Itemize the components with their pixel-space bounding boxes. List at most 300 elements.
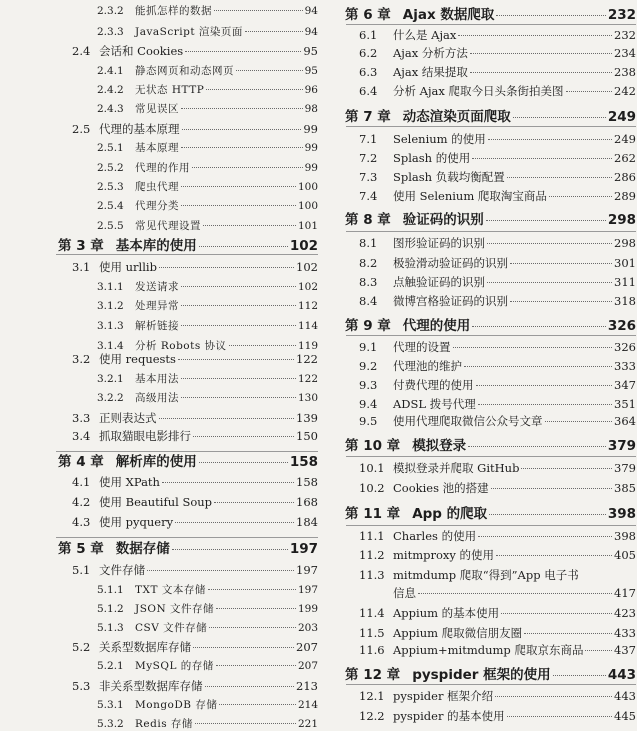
chapter-rule <box>346 525 636 526</box>
page-number: 94 <box>304 5 318 17</box>
dot-leader <box>214 10 303 11</box>
page-number: 98 <box>304 103 318 115</box>
toc-entry <box>359 547 636 563</box>
page-number: 423 <box>614 606 636 620</box>
chapter-entry <box>345 208 636 228</box>
entry-title: 无状态 HTTP <box>135 84 205 96</box>
entry-title: 发送请求 <box>135 281 179 293</box>
toc-entry <box>359 625 636 641</box>
page-number: 158 <box>296 475 318 489</box>
entry-title: 代理池的维护 <box>393 359 462 373</box>
entry-title: 能抓怎样的数据 <box>135 5 212 17</box>
dot-leader <box>178 359 294 360</box>
dot-leader <box>453 347 613 348</box>
toc-entry <box>97 82 318 97</box>
dot-leader <box>236 70 303 71</box>
dot-leader <box>566 91 613 92</box>
dot-leader <box>181 147 303 148</box>
page-number: 364 <box>614 414 636 428</box>
dot-leader <box>208 589 296 590</box>
page-number: 158 <box>289 454 318 470</box>
entry-number: 4.1 <box>72 475 91 489</box>
chapter-entry <box>345 434 636 454</box>
page-number: 102 <box>296 260 318 274</box>
toc-entry <box>359 358 636 374</box>
entry-title: 常见代理设置 <box>135 220 201 232</box>
entry-number: 11.5 <box>359 626 385 640</box>
dot-leader <box>193 647 294 648</box>
toc-entry <box>97 601 318 616</box>
entry-title: 解析库的使用 <box>115 454 197 470</box>
chapter-entry <box>58 537 318 557</box>
dot-leader <box>507 716 612 717</box>
entry-number: 11.4 <box>359 606 385 620</box>
entry-title: 图形验证码的识别 <box>393 236 485 250</box>
entry-number: 9.2 <box>359 359 378 373</box>
dot-leader <box>478 404 612 405</box>
entry-title: 处理异常 <box>135 300 179 312</box>
entry-number: 3.4 <box>72 429 91 443</box>
entry-number: 9.5 <box>359 414 378 428</box>
dot-leader <box>487 282 612 283</box>
page-number: 298 <box>614 236 636 250</box>
dot-leader <box>491 488 612 489</box>
dot-leader <box>181 205 296 206</box>
page-number: 150 <box>296 429 318 443</box>
page-number: 405 <box>614 548 636 562</box>
dot-leader <box>468 446 606 447</box>
page-number: 130 <box>297 392 318 404</box>
chapter-entry <box>345 3 636 23</box>
entry-number: 5.2 <box>72 640 91 654</box>
chapter-rule <box>346 231 636 232</box>
entry-title: 正则表达式 <box>99 411 157 425</box>
page-number: 99 <box>303 122 318 136</box>
page-number: 242 <box>614 84 636 98</box>
entry-number: 2.4.3 <box>97 103 124 115</box>
entry-number: 4.3 <box>72 515 91 529</box>
entry-title: 解析链接 <box>135 320 179 332</box>
entry-number: 2.4.2 <box>97 84 124 96</box>
entry-title: 使用 urllib <box>99 260 157 274</box>
entry-title: JSON 文件存储 <box>135 603 215 615</box>
entry-number: 第 6 章 <box>345 7 391 23</box>
dot-leader <box>545 421 613 422</box>
entry-title: CSV 文件存储 <box>135 622 208 634</box>
entry-number: 5.1.2 <box>97 603 124 615</box>
dot-leader <box>209 627 296 628</box>
page-number: 437 <box>614 643 636 657</box>
entry-title: 代理分类 <box>135 200 179 212</box>
page-number: 385 <box>614 481 636 495</box>
toc-entry <box>97 279 318 294</box>
entry-number: 5.1.1 <box>97 584 124 596</box>
dot-leader <box>501 613 612 614</box>
toc-entry <box>359 605 636 621</box>
page-number: 100 <box>297 200 318 212</box>
entry-number: 第 7 章 <box>345 109 391 125</box>
entry-number: 10.1 <box>359 461 385 475</box>
entry-number: 6.2 <box>359 46 378 60</box>
entry-title: 微博宫格验证码的识别 <box>393 294 508 308</box>
entry-number: 6.1 <box>359 28 378 42</box>
page-number: 289 <box>614 189 636 203</box>
entry-number: 3.2.2 <box>97 392 124 404</box>
toc-entry <box>72 410 318 426</box>
toc-entry <box>97 140 318 155</box>
page-number: 102 <box>297 281 318 293</box>
entry-number: 第 4 章 <box>58 454 104 470</box>
dot-leader <box>470 53 612 54</box>
toc-entry <box>359 83 636 99</box>
entry-number: 11.1 <box>359 529 385 543</box>
entry-number: 3.1.4 <box>97 340 124 352</box>
toc-entry <box>359 642 636 658</box>
entry-title: mitmproxy 的使用 <box>393 548 495 562</box>
page-number: 333 <box>614 359 636 373</box>
toc-entry <box>97 716 318 731</box>
page-number: 99 <box>304 142 318 154</box>
entry-number: 5.2.1 <box>97 660 124 672</box>
dot-leader <box>488 139 612 140</box>
dot-leader <box>458 35 612 36</box>
toc-entry <box>72 639 318 655</box>
entry-number: 2.3.3 <box>97 26 124 38</box>
toc-entry <box>97 371 318 386</box>
dot-leader <box>496 555 612 556</box>
dot-leader <box>172 549 288 550</box>
dot-leader <box>147 570 294 571</box>
toc-entry <box>97 218 318 233</box>
entry-title: pyspider 框架的使用 <box>412 667 551 683</box>
dot-leader <box>496 15 605 16</box>
entry-number: 7.3 <box>359 170 378 184</box>
entry-title: 使用 Beautiful Soup <box>99 495 213 509</box>
entry-title: Cookies 池的搭建 <box>393 481 489 495</box>
entry-title: MongoDB 存储 <box>135 699 218 711</box>
dot-leader <box>476 385 613 386</box>
page-number: 139 <box>296 411 318 425</box>
toc-entry <box>97 582 318 597</box>
entry-number: 12.2 <box>359 709 385 723</box>
dot-leader <box>181 186 296 187</box>
page-number: 311 <box>614 275 636 289</box>
entry-number: 8.1 <box>359 236 378 250</box>
entry-number: 5.1 <box>72 563 91 577</box>
page-number: 379 <box>614 461 636 475</box>
toc-entry <box>359 150 636 166</box>
dot-leader <box>513 117 606 118</box>
dot-leader <box>205 686 295 687</box>
entry-title: Ajax 数据爬取 <box>402 7 495 23</box>
entry-title: pyspider 框架介绍 <box>393 689 494 703</box>
entry-number: 第 11 章 <box>345 506 401 522</box>
toc-entry <box>72 562 318 578</box>
dot-leader <box>206 89 302 90</box>
toc-entry <box>97 298 318 313</box>
entry-title: 基本原理 <box>135 142 179 154</box>
entry-title: 分析 Ajax 爬取今日头条街拍美图 <box>393 84 564 98</box>
toc-entry <box>359 169 636 185</box>
page-number: 221 <box>297 718 318 730</box>
dot-leader <box>181 286 296 287</box>
entry-number: 3.1.3 <box>97 320 124 332</box>
entry-number: 2.4.1 <box>97 65 124 77</box>
entry-title: App 的爬取 <box>412 506 488 522</box>
toc-entry <box>97 179 318 194</box>
page-number: 197 <box>289 541 318 557</box>
dot-leader <box>159 418 295 419</box>
page-number: 417 <box>614 586 636 600</box>
toc-entry <box>359 188 636 204</box>
toc-entry <box>97 620 318 635</box>
dot-leader <box>214 502 294 503</box>
entry-number: 第 9 章 <box>345 318 391 334</box>
entry-number: 12.1 <box>359 689 385 703</box>
page-number: 232 <box>614 28 636 42</box>
page-number: 249 <box>614 132 636 146</box>
entry-title: 常见误区 <box>135 103 179 115</box>
entry-title: Appium 爬取微信朋友圈 <box>393 626 523 640</box>
chapter-rule <box>56 254 318 255</box>
entry-number: 3.1.1 <box>97 281 124 293</box>
entry-title: 代理的使用 <box>402 318 471 334</box>
toc-entry <box>359 27 636 43</box>
toc-entry <box>97 318 318 333</box>
page-number: 262 <box>614 151 636 165</box>
chapter-entry <box>58 450 318 470</box>
entry-number: 11.6 <box>359 643 385 657</box>
entry-title: 动态渲染页面爬取 <box>402 109 511 125</box>
page-number: 234 <box>614 46 636 60</box>
entry-title: 使用 pyquery <box>99 515 174 529</box>
entry-number: 第 3 章 <box>58 238 104 254</box>
toc-entry <box>359 339 636 355</box>
toc-entry <box>359 131 636 147</box>
page-number: 238 <box>614 65 636 79</box>
dot-leader <box>181 378 296 379</box>
toc-entry <box>393 585 636 601</box>
dot-leader <box>181 325 296 326</box>
entry-number: 5.3 <box>72 679 91 693</box>
page-number: 326 <box>614 340 636 354</box>
page-number: 286 <box>614 170 636 184</box>
dot-leader <box>159 267 294 268</box>
dot-leader <box>216 665 296 666</box>
dot-leader <box>181 108 303 109</box>
entry-title: 付费代理的使用 <box>393 378 474 392</box>
toc-entry <box>359 708 636 724</box>
page-number: 122 <box>297 373 318 385</box>
toc-entry <box>359 235 636 251</box>
entry-title: Appium 的基本使用 <box>393 606 500 620</box>
page-number: 197 <box>296 563 318 577</box>
entry-title: 会话和 Cookies <box>99 44 184 58</box>
entry-number: 6.3 <box>359 65 378 79</box>
dot-leader <box>553 675 606 676</box>
entry-title: 极验滑动验证码的识别 <box>393 256 508 270</box>
entry-title: 点触验证码的识别 <box>393 275 485 289</box>
page-number: 102 <box>289 238 318 254</box>
dot-leader <box>549 196 612 197</box>
page-number: 318 <box>614 294 636 308</box>
page-number: 214 <box>297 699 318 711</box>
page-number: 95 <box>303 44 318 58</box>
entry-title: 模拟登录并爬取 GitHub <box>393 461 520 475</box>
page-number: 232 <box>607 7 636 23</box>
dot-leader <box>245 31 303 32</box>
entry-number: 第 5 章 <box>58 541 104 557</box>
dot-leader <box>507 177 612 178</box>
page-number: 95 <box>304 65 318 77</box>
dot-leader <box>470 72 612 73</box>
entry-title: 数据存储 <box>115 541 170 557</box>
entry-number: 10.2 <box>359 481 385 495</box>
page-number: 99 <box>304 162 318 174</box>
dot-leader <box>181 305 296 306</box>
dot-leader <box>162 482 294 483</box>
entry-title: 信息 <box>393 586 416 600</box>
entry-number: 第 12 章 <box>345 667 401 683</box>
entry-title: 使用 requests <box>99 352 176 366</box>
entry-number: 3.1.2 <box>97 300 124 312</box>
entry-number: 7.2 <box>359 151 378 165</box>
entry-number: 2.3.2 <box>97 5 124 17</box>
toc-entry <box>97 658 318 673</box>
toc-entry <box>97 198 318 213</box>
entry-number: 9.4 <box>359 397 378 411</box>
entry-title: 验证码的识别 <box>402 212 484 228</box>
page-number: 94 <box>304 26 318 38</box>
entry-number: 5.3.2 <box>97 718 124 730</box>
page-number: 445 <box>614 709 636 723</box>
dot-leader <box>418 593 612 594</box>
page-number: 100 <box>297 181 318 193</box>
page-number: 351 <box>614 397 636 411</box>
page-number: 122 <box>296 352 318 366</box>
entry-number: 9.3 <box>359 378 378 392</box>
dot-leader <box>524 633 612 634</box>
page-number: 213 <box>296 679 318 693</box>
page-number: 203 <box>297 622 318 634</box>
toc-entry <box>72 121 318 137</box>
dot-leader <box>216 608 296 609</box>
toc-entry <box>72 351 318 367</box>
chapter-entry <box>345 314 636 334</box>
entry-title: JavaScript 渲染页面 <box>135 26 243 38</box>
page-number: 398 <box>614 529 636 543</box>
dot-leader <box>510 263 612 264</box>
toc-entry <box>97 101 318 116</box>
toc-entry <box>359 45 636 61</box>
entry-number: 3.2 <box>72 352 91 366</box>
dot-leader <box>199 246 288 247</box>
page-number: 199 <box>297 603 318 615</box>
toc-entry <box>72 494 318 510</box>
entry-number: 2.5.5 <box>97 220 124 232</box>
dot-leader <box>478 536 612 537</box>
page-number: 398 <box>607 506 636 522</box>
toc-entry <box>97 160 318 175</box>
entry-title: 代理的设置 <box>393 340 451 354</box>
toc-entry <box>359 688 636 704</box>
entry-title: 什么是 Ajax <box>393 28 457 42</box>
entry-title: 爬虫代理 <box>135 181 179 193</box>
chapter-rule <box>346 684 636 685</box>
entry-number: 3.3 <box>72 411 91 425</box>
dot-leader <box>486 220 606 221</box>
entry-number: 2.4 <box>72 44 91 58</box>
chapter-rule <box>346 456 636 457</box>
entry-number: 11.3 <box>359 568 385 582</box>
entry-number: 2.5.3 <box>97 181 124 193</box>
dot-leader <box>229 345 296 346</box>
dot-leader <box>192 167 303 168</box>
page-number: 207 <box>296 640 318 654</box>
entry-title: 模拟登录 <box>412 438 467 454</box>
toc-entry <box>97 24 318 39</box>
toc-entry <box>359 396 636 412</box>
page-number: 347 <box>614 378 636 392</box>
entry-title: 抓取猫眼电影排行 <box>99 429 191 443</box>
toc-entry <box>359 64 636 80</box>
toc-entry <box>359 567 636 583</box>
entry-title: 代理的基本原理 <box>99 122 180 136</box>
page-number: 114 <box>297 320 318 332</box>
dot-leader <box>195 723 296 724</box>
page-number: 326 <box>607 318 636 334</box>
entry-title: Splash 的使用 <box>393 151 471 165</box>
entry-title: 使用 Selenium 爬取淘宝商品 <box>393 189 547 203</box>
entry-number: 5.1.3 <box>97 622 124 634</box>
entry-title: MySQL 的存储 <box>135 660 214 672</box>
entry-title: 使用代理爬取微信公众号文章 <box>393 414 543 428</box>
dot-leader <box>182 129 302 130</box>
entry-title: pyspider 的基本使用 <box>393 709 505 723</box>
chapter-entry <box>345 663 636 683</box>
entry-title: 关系型数据库存储 <box>99 640 191 654</box>
entry-number: 第 10 章 <box>345 438 401 454</box>
dot-leader <box>219 704 296 705</box>
toc-entry <box>97 697 318 712</box>
entry-number: 7.4 <box>359 189 378 203</box>
entry-number: 5.3.1 <box>97 699 124 711</box>
chapter-entry <box>58 234 318 254</box>
page-number: 443 <box>607 667 636 683</box>
page-number: 379 <box>607 438 636 454</box>
entry-number: 第 8 章 <box>345 212 391 228</box>
entry-title: Appium+mitmdump 爬取京东商品 <box>393 643 584 657</box>
dot-leader <box>472 326 606 327</box>
entry-number: 2.5.4 <box>97 200 124 212</box>
entry-number: 2.5.1 <box>97 142 124 154</box>
dot-leader <box>510 301 612 302</box>
toc-entry <box>359 255 636 271</box>
entry-title: 基本用法 <box>135 373 179 385</box>
page-number: 112 <box>297 300 318 312</box>
entry-number: 7.1 <box>359 132 378 146</box>
chapter-entry <box>345 105 636 125</box>
entry-title: 静态网页和动态网页 <box>135 65 234 77</box>
dot-leader <box>472 158 612 159</box>
toc-entry <box>359 293 636 309</box>
toc-entry <box>72 514 318 530</box>
toc-entry <box>359 528 636 544</box>
dot-leader <box>489 514 606 515</box>
page-number: 249 <box>607 109 636 125</box>
entry-title: ADSL 拨号代理 <box>393 397 476 411</box>
entry-title: 非关系型数据库存储 <box>99 679 203 693</box>
